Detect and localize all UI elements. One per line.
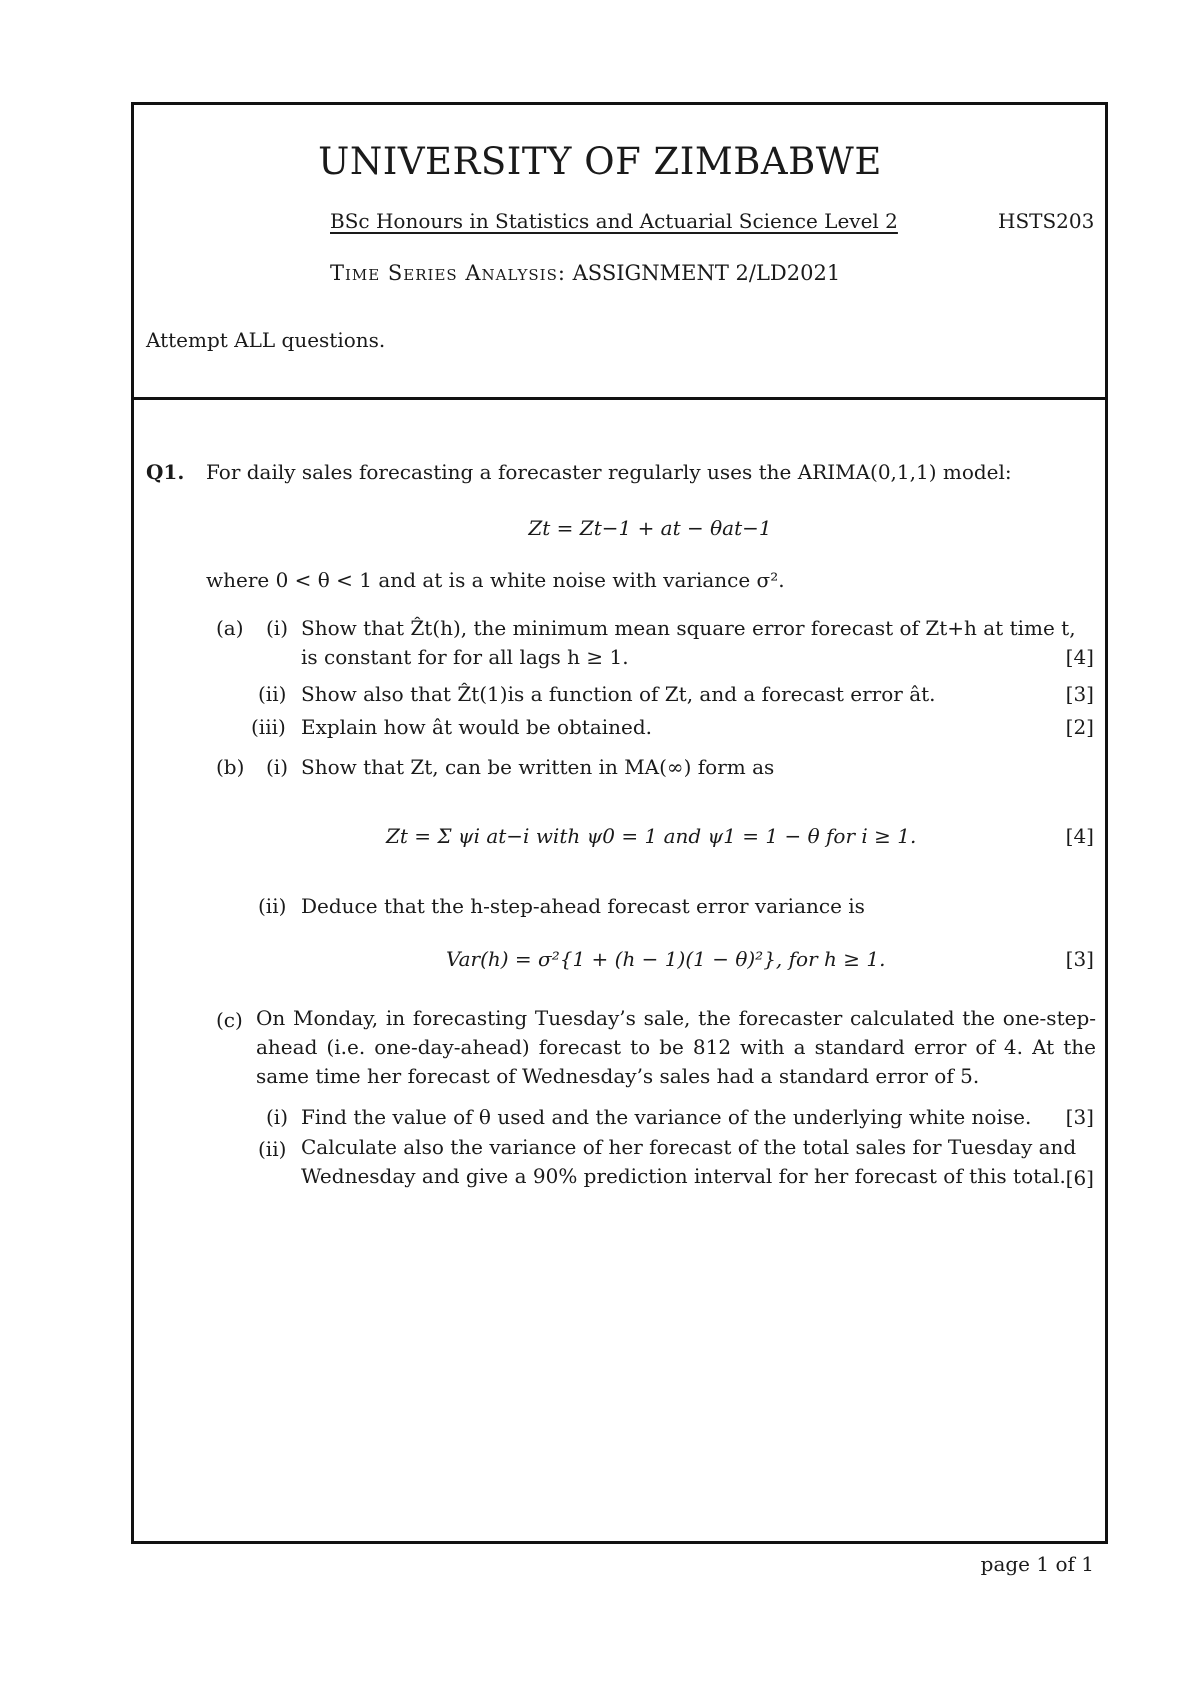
page-number: page 1 of 1 xyxy=(980,1552,1094,1576)
part-a-ii-marks: [3] xyxy=(1065,682,1094,706)
part-b-ii-label: (ii) xyxy=(258,894,287,918)
question-label: Q1. xyxy=(146,460,185,484)
part-c-i-label: (i) xyxy=(266,1105,289,1129)
part-b-label: (b) xyxy=(216,755,245,779)
part-b-i-marks: [4] xyxy=(1065,824,1094,848)
part-a-ii-label: (ii) xyxy=(258,682,287,706)
part-b-ii-marks: [3] xyxy=(1065,947,1094,971)
part-c-ii-text: Calculate also the variance of her forecast of the total sales for Tuesday and Wednesday and give a 90% prediction interval for her forecast of this total. xyxy=(301,1135,1077,1188)
question-intro: For daily sales forecasting a forecaster regularly uses the ARIMA(0,1,1) model: xyxy=(206,460,1012,484)
part-a-iii-marks: [2] xyxy=(1065,715,1094,739)
part-c-i-text: Find the value of θ used and the variance of the underlying white noise. xyxy=(301,1105,1032,1129)
part-b-i-text: Show that Zt, can be written in MA(∞) form as xyxy=(301,755,775,779)
part-c-label: (c) xyxy=(216,1008,243,1032)
course-title: Time Series Analysis: xyxy=(330,261,566,285)
part-a-ii-text: Show also that Ẑt(1)is a function of Zt, and a forecast error ât. xyxy=(301,682,936,706)
part-b-ii-text: Deduce that the h-step-ahead forecast error variance is xyxy=(301,894,865,918)
instruction: Attempt ALL questions. xyxy=(146,328,386,352)
part-a-label: (a) xyxy=(216,616,244,640)
page-border xyxy=(131,102,1108,1544)
variance-equation: Var(h) = σ²{1 + (h − 1)(1 − θ)²}, for h ≥ 1. xyxy=(446,947,886,971)
part-a-iii-label: (iii) xyxy=(251,715,286,739)
part-c-ii-label: (ii) xyxy=(258,1137,287,1161)
course-code: HSTS203 xyxy=(998,209,1095,233)
part-a-i-marks: [4] xyxy=(1065,645,1094,669)
part-c-ii-marks: [6] xyxy=(1065,1166,1094,1190)
part-c-i-marks: [3] xyxy=(1065,1105,1094,1129)
part-b-i-label: (i) xyxy=(266,755,289,779)
course-title-line xyxy=(330,261,840,285)
part-a-iii-text: Explain how ât would be obtained. xyxy=(301,715,653,739)
ma-infinity-equation: Zt = Σ ψi at−i with ψ0 = 1 and ψ1 = 1 − θ for i ≥ 1. xyxy=(386,824,917,848)
part-a-i-text-2: is constant for for all lags h ≥ 1. xyxy=(301,645,629,669)
header-divider xyxy=(131,397,1108,400)
programme-line: BSc Honours in Statistics and Actuarial Science Level 2 xyxy=(330,209,898,233)
part-a-i-label: (i) xyxy=(266,616,289,640)
university-title: UNIVERSITY OF ZIMBABWE xyxy=(318,140,882,183)
part-a-i-text-1: Show that Ẑt(h), the minimum mean square error forecast of Zt+h at time t, xyxy=(301,616,1076,640)
part-c-text: On Monday, in forecasting Tuesday’s sale, the forecaster calculated the one-step-ahead (i.e. one-day-ahead) forecast to be 812 with a standard error of 4. At the same time her forecast of Wednesday’s sales had a standard error of 5. xyxy=(256,1006,1096,1088)
assignment-name: ASSIGNMENT 2/LD2021 xyxy=(572,261,841,285)
model-equation: Zt = Zt−1 + at − θat−1 xyxy=(528,516,772,540)
model-where: where 0 < θ < 1 and at is a white noise with variance σ². xyxy=(206,568,785,592)
